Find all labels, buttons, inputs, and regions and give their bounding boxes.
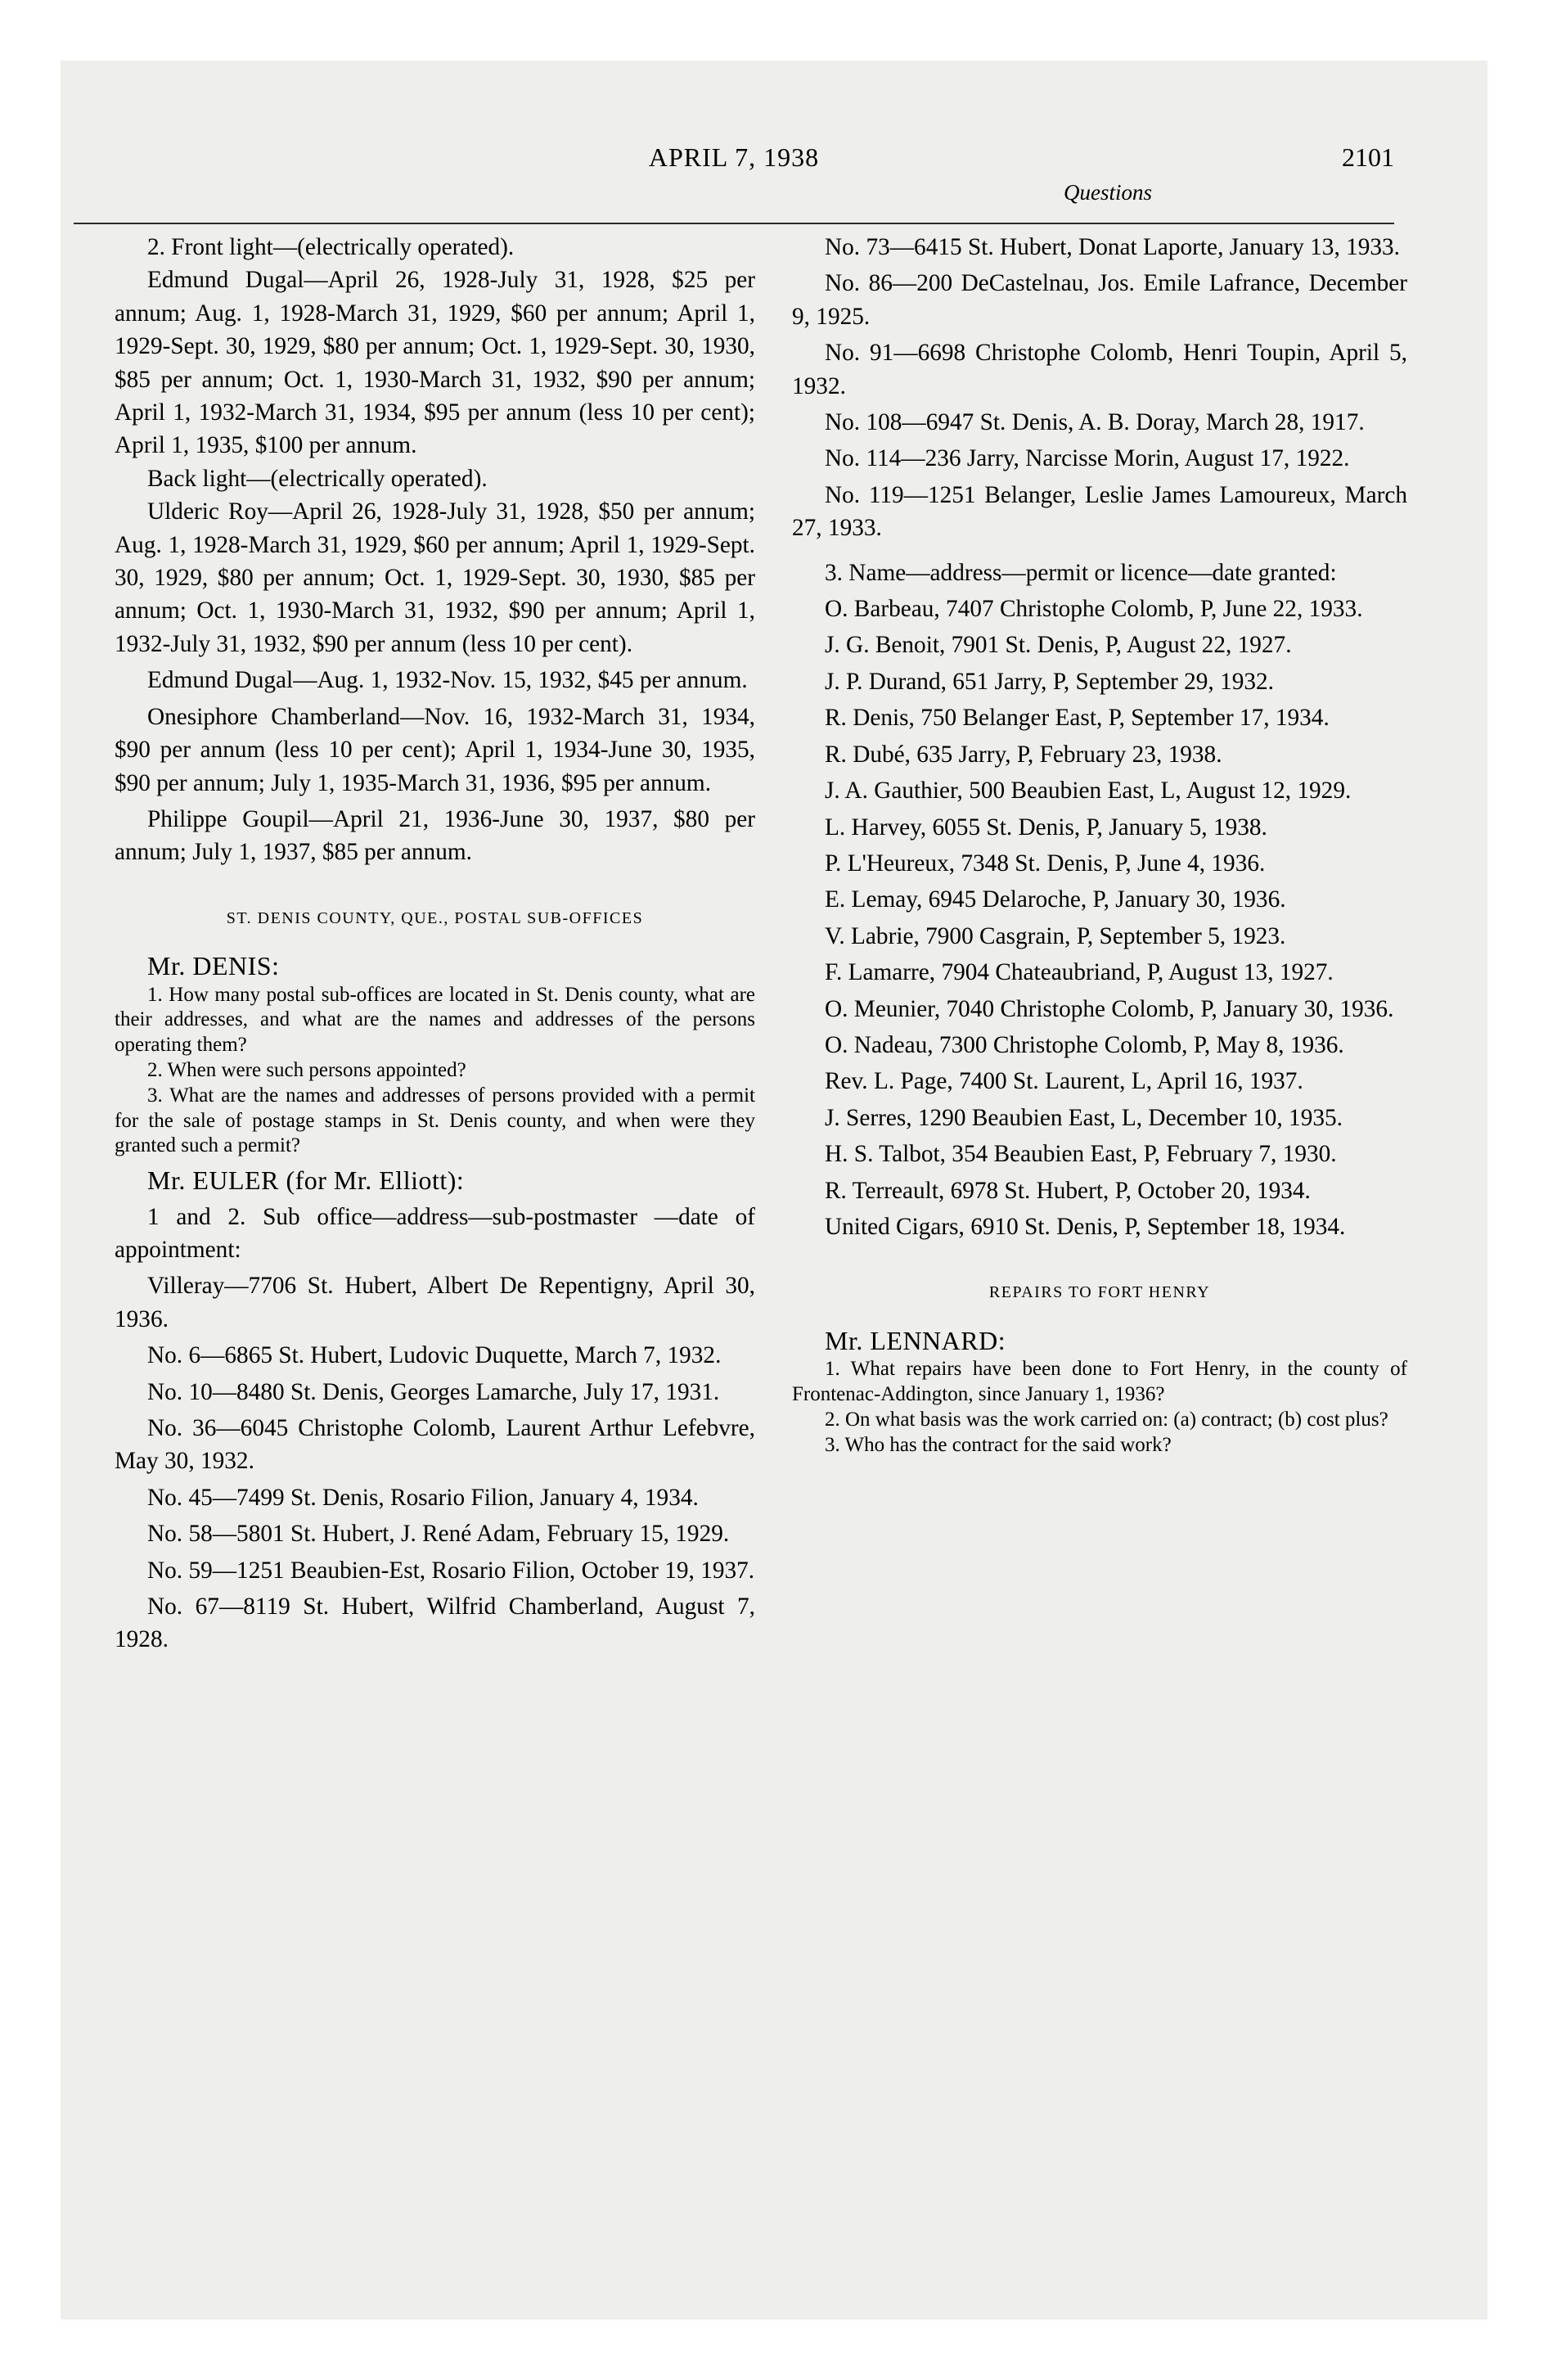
list-item: No. 67—8119 St. Hubert, Wilfrid Chamberland, August 7, 1928.: [115, 1593, 755, 1653]
paragraph: Onesiphore Chamberland—Nov. 16, 1932-March 31, 1934, $90 per annum (less 10 per cent); April 1, 1934-June 30, 1935, $90 per annum; July 1, 1935-March 31, 1936, $95 per annum.: [115, 703, 755, 796]
paragraph: Back light—(electrically operated).: [147, 465, 488, 492]
header-rule: [74, 223, 1394, 224]
header-date: APRIL 7, 1938: [648, 142, 820, 172]
paragraph: 1 and 2. Sub office—address—sub-postmaster —date of appointment:: [115, 1203, 755, 1263]
question-paragraph: 3. Who has the contract for the said work?: [825, 1433, 1172, 1456]
list-item: E. Lemay, 6945 Delaroche, P, January 30, 1936.: [825, 886, 1286, 913]
list-item: No. 86—200 DeCastelnau, Jos. Emile Lafrance, December 9, 1925.: [792, 270, 1407, 330]
paragraph: 3. Name—address—permit or licence—date granted:: [825, 559, 1337, 586]
list-item: J. P. Durand, 651 Jarry, P, September 29, 1932.: [825, 668, 1275, 695]
list-item: No. 36—6045 Christophe Colomb, Laurent Arthur Lefebvre, May 30, 1932.: [115, 1414, 755, 1475]
list-item: No. 108—6947 St. Denis, A. B. Doray, March 28, 1917.: [825, 409, 1365, 436]
list-item: Rev. L. Page, 7400 St. Laurent, L, April 16, 1937.: [825, 1068, 1303, 1095]
question-paragraph: 2. When were such persons appointed?: [147, 1058, 466, 1081]
list-item: J. A. Gauthier, 500 Beaubien East, L, August 12, 1929.: [825, 778, 1352, 805]
right-column: [792, 231, 1407, 1458]
list-item: L. Harvey, 6055 St. Denis, P, January 5, 1938.: [825, 814, 1267, 841]
list-item: United Cigars, 6910 St. Denis, P, September 18, 1934.: [825, 1213, 1346, 1240]
list-item: No. 73—6415 St. Hubert, Donat Laporte, January 13, 1933.: [825, 234, 1401, 260]
list-item: F. Lamarre, 7904 Chateaubriand, P, August 13, 1927.: [825, 959, 1334, 986]
list-item: No. 114—236 Jarry, Narcisse Morin, August 17, 1922.: [825, 445, 1350, 472]
left-column: [115, 231, 755, 1657]
list-item: O. Nadeau, 7300 Christophe Colomb, P, May 8, 1936.: [825, 1031, 1344, 1058]
list-item: V. Labrie, 7900 Casgrain, P, September 5, 1923.: [825, 922, 1286, 949]
section-title: Questions: [1064, 180, 1152, 205]
list-item: P. L'Heureux, 7348 St. Denis, P, June 4, 1936.: [825, 850, 1266, 877]
section-heading-postal-sub-offices: ST. DENIS COUNTY, QUE., POSTAL SUB-OFFICES: [226, 908, 644, 927]
question-paragraph: 3. What are the names and addresses of persons provided with a permit for the sale of postage stamps in St. Denis county, and when were they granted such a permit?: [115, 1084, 755, 1157]
list-item: R. Denis, 750 Belanger East, P, September 17, 1934.: [825, 705, 1330, 732]
speaker-label: Mr. EULER (for Mr. Elliott):: [147, 1165, 465, 1196]
list-item: No. 6—6865 St. Hubert, Ludovic Duquette, March 7, 1932.: [147, 1342, 722, 1369]
list-item: No. 59—1251 Beaubien-Est, Rosario Filion, October 19, 1937.: [147, 1557, 755, 1584]
list-item: H. S. Talbot, 354 Beaubien East, P, February 7, 1930.: [825, 1141, 1337, 1168]
list-item: No. 91—6698 Christophe Colomb, Henri Toupin, April 5, 1932.: [792, 340, 1407, 399]
question-paragraph: 1. What repairs have been done to Fort Henry, in the county of Frontenac-Addington, since January 1, 1936?: [792, 1358, 1407, 1405]
list-item: O. Meunier, 7040 Christophe Colomb, P, January 30, 1936.: [825, 995, 1394, 1022]
paragraph: 2. Front light—(electrically operated).: [147, 234, 515, 260]
list-item: J. Serres, 1290 Beaubien East, L, December 10, 1935.: [825, 1104, 1343, 1131]
list-item: R. Terreault, 6978 St. Hubert, P, October 20, 1934.: [825, 1177, 1311, 1204]
list-item: No. 58—5801 St. Hubert, J. René Adam, February 15, 1929.: [147, 1521, 730, 1548]
paragraph: Edmund Dugal—Aug. 1, 1932-Nov. 15, 1932, $45 per annum.: [147, 667, 748, 694]
list-item: R. Dubé, 635 Jarry, P, February 23, 1938.: [825, 741, 1222, 768]
list-item: J. G. Benoit, 7901 St. Denis, P, August 22, 1927.: [825, 632, 1292, 659]
paragraph: Philippe Goupil—April 21, 1936-June 30, 1937, $80 per annum; July 1, 1937, $85 per annum.: [115, 805, 755, 866]
paragraph: Edmund Dugal—April 26, 1928-July 31, 1928, $25 per annum; Aug. 1, 1928-March 31, 1929, $60 per annum; April 1, 1929-Sept. 30, 1929, $80 per annum; Oct. 1, 1929-Sept. 30, 1930, $85 per annum; Oct. 1, 1930-March 31, 1932, $90 per annum; April 1, 1932-March 31, 1934, $95 per annum (less 10 per cent); April 1, 1935, $100 per annum.: [115, 267, 755, 459]
list-item: Villeray—7706 St. Hubert, Albert De Repentigny, April 30, 1936.: [115, 1273, 755, 1332]
list-item: No. 45—7499 St. Denis, Rosario Filion, January 4, 1934.: [147, 1484, 699, 1511]
question-paragraph: 2. On what basis was the work carried on: (a) contract; (b) cost plus?: [825, 1408, 1388, 1431]
page-header: [74, 74, 1394, 205]
list-item: No. 119—1251 Belanger, Leslie James Lamoureux, March 27, 1933.: [792, 481, 1407, 542]
page-number: 2101: [1342, 142, 1394, 172]
list-item: O. Barbeau, 7407 Christophe Colomb, P, June 22, 1933.: [825, 596, 1363, 623]
paragraph: Ulderic Roy—April 26, 1928-July 31, 1928, $50 per annum; Aug. 1, 1928-March 31, 1929, $60 per annum; April 1, 1929-Sept. 30, 1929, $80 per annum; Oct. 1, 1929-Sept. 30, 1930, $85 per annum; Oct. 1, 1930-March 31, 1932, $90 per annum; April 1, 1932-July 31, 1932, $90 per annum (less 10 per cent).: [115, 498, 755, 657]
section-heading-fort-henry: REPAIRS TO FORT HENRY: [988, 1283, 1211, 1302]
speaker-label: Mr. DENIS:: [147, 951, 280, 981]
list-item: No. 10—8480 St. Denis, Georges Lamarche, July 17, 1931.: [147, 1378, 720, 1405]
question-paragraph: 1. How many postal sub-offices are located in St. Denis county, what are their addresses, and what are the names and addresses of the persons operating them?: [115, 983, 755, 1057]
speaker-label: Mr. LENNARD:: [825, 1325, 1006, 1355]
